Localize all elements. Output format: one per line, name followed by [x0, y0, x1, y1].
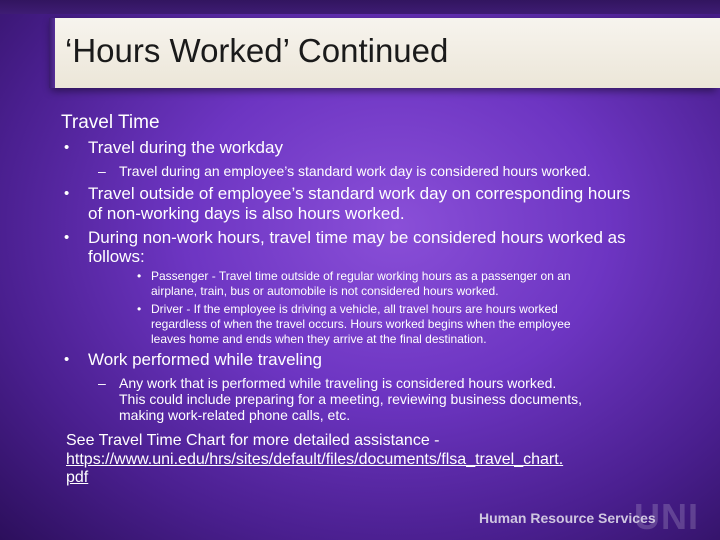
bullet-marker: •	[64, 351, 70, 368]
section-heading: Travel Time	[61, 112, 160, 133]
footer-department: Human Resource Services	[479, 510, 656, 526]
see-travel-chart-text: See Travel Time Chart for more detailed assistance -	[66, 432, 440, 449]
work-traveling-line3: making work-related phone calls, etc.	[119, 407, 351, 423]
bullet-work-while-traveling: Work performed while traveling	[88, 350, 322, 369]
bullet-travel-workday: Travel during the workday	[88, 138, 283, 157]
passenger-line2: airplane, train, bus or automobile is not considered hours worked.	[151, 284, 499, 298]
driver-line2: regardless of when the travel occurs. Hours worked begins when the employee	[151, 317, 571, 331]
passenger-line1: Passenger - Travel time outside of regular working hours as a passenger on an	[151, 269, 571, 283]
bullet-outside-workday-line2: of non-working days is also hours worked.	[88, 204, 405, 223]
bullet-non-work-hours-line2: follows:	[88, 247, 145, 266]
bullet-outside-workday-line1: Travel outside of employee’s standard work day on corresponding hours	[88, 184, 631, 203]
driver-line1: Driver - If the employee is driving a vehicle, all travel hours are hours worked	[151, 302, 558, 316]
bullet-marker: •	[137, 302, 142, 316]
title-box	[55, 18, 720, 88]
bullet-marker: •	[137, 269, 142, 283]
top-bar	[0, 0, 720, 14]
travel-chart-link-cont[interactable]: pdf	[66, 469, 89, 486]
sub-travel-standard-day: Travel during an employee’s standard work day is considered hours worked.	[119, 163, 591, 179]
bullet-marker: •	[64, 139, 70, 156]
work-traveling-line2: This could include preparing for a meeting, reviewing business documents,	[119, 391, 583, 407]
dash-marker: –	[98, 163, 106, 179]
bullet-non-work-hours-line1: During non-work hours, travel time may be considered hours worked as	[88, 228, 626, 247]
bullet-marker: •	[64, 185, 70, 202]
bullet-marker: •	[64, 229, 70, 246]
page-title: ‘Hours Worked’ Continued	[65, 32, 449, 69]
driver-line3: leaves home and ends when they arrive at the final destination.	[151, 332, 487, 346]
uni-logo: UNI	[634, 496, 699, 537]
work-traveling-line1: Any work that is performed while traveling is considered hours worked.	[119, 375, 557, 391]
dash-marker: –	[98, 375, 106, 391]
travel-chart-link[interactable]: https://www.uni.edu/hrs/sites/default/files/documents/flsa_travel_chart.	[66, 451, 564, 468]
